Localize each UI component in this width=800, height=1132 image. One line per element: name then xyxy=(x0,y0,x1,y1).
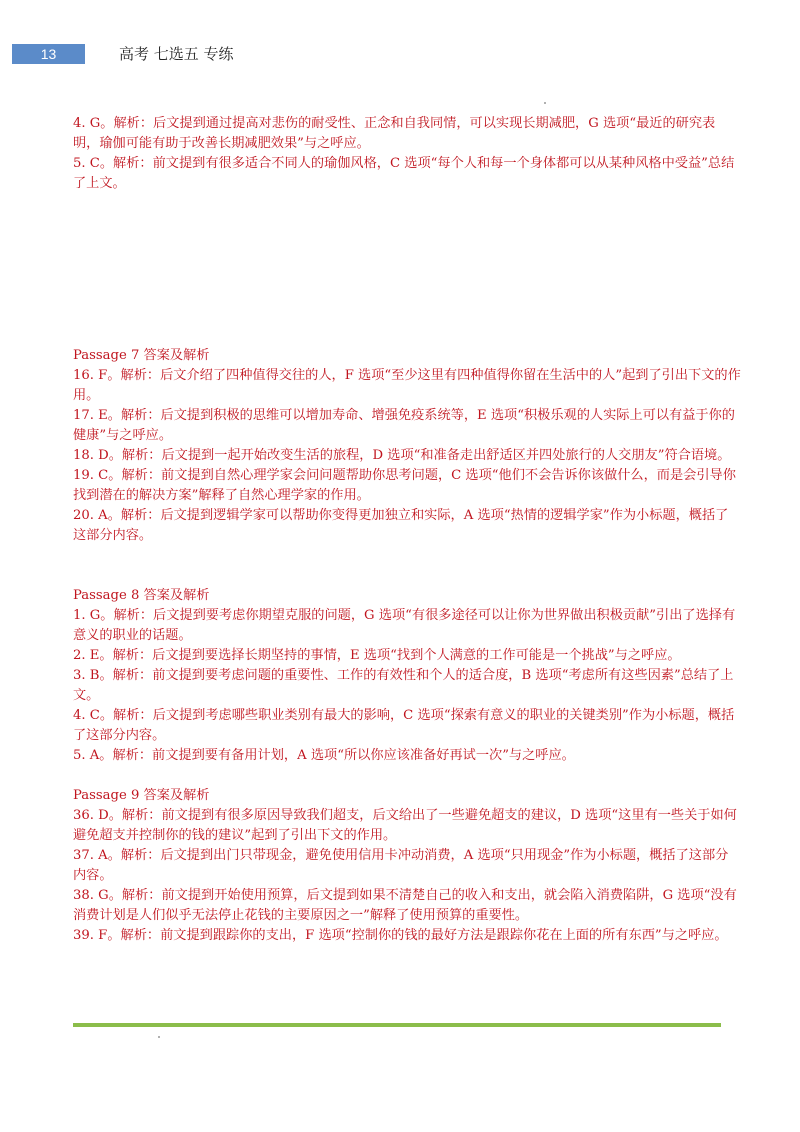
passage-8-section xyxy=(73,586,741,766)
answer-item: 5. A。解析：前文提到要有备用计划，A 选项“所以你应该准备好再试一次”与之呼应。 xyxy=(73,748,575,763)
passage-7-section xyxy=(73,346,741,546)
decorative-dot xyxy=(158,1036,160,1038)
answer-item: 4. G。解析：后文提到通过提高对悲伤的耐受性、正念和自我同情，可以实现长期减肥，G 选项“最近的研究表明，瑜伽可能有助于改善长期减肥效果”与之呼应。 xyxy=(73,116,716,151)
answer-item: 39. F。解析：前文提到跟踪你的支出，F 选项“控制你的钱的最好方法是跟踪你花在上面的所有东西”与之呼应。 xyxy=(73,928,728,943)
answer-item: 20. A。解析：后文提到逻辑学家可以帮助你变得更加独立和实际，A 选项“热情的逻辑学家”作为小标题，概括了这部分内容。 xyxy=(73,508,729,543)
answer-item: 16. F。解析：后文介绍了四种值得交往的人，F 选项“至少这里有四种值得你留在生活中的人”起到了引出下文的作用。 xyxy=(73,368,741,403)
answer-item: 37. A。解析：后文提到出门只带现金，避免使用信用卡冲动消费，A 选项“只用现金”作为小标题，概括了这部分内容。 xyxy=(73,848,729,883)
intro-answers xyxy=(73,114,741,194)
passage-9-section xyxy=(73,786,741,946)
answer-item: 2. E。解析：后文提到要选择长期坚持的事情，E 选项“找到个人满意的工作可能是一个挑战”与之呼应。 xyxy=(73,648,681,663)
answer-item: 38. G。解析：前文提到开始使用预算，后文提到如果不清楚自己的收入和支出，就会陷入消费陷阱，G 选项“没有消费计划是人们似乎无法停止花钱的主要原因之一”解释了使用预算的重要性。 xyxy=(73,888,737,923)
answer-item: 1. G。解析：后文提到要考虑你期望克服的问题，G 选项“有很多途径可以让你为世界做出积极贡献”引出了选择有意义的职业的话题。 xyxy=(73,608,736,643)
page-title: 高考 七选五 专练 xyxy=(119,45,234,63)
page-number: 13 xyxy=(40,46,57,62)
answer-item: 3. B。解析：前文提到要考虑问题的重要性、工作的有效性和个人的适合度，B 选项“考虑所有这些因素”总结了上文。 xyxy=(73,668,734,703)
answer-item: 18. D。解析：后文提到一起开始改变生活的旅程，D 选项“和准备走出舒适区并四处旅行的人交朋友”符合语境。 xyxy=(73,448,731,463)
answer-item: 5. C。解析：前文提到有很多适合不同人的瑜伽风格，C 选项“每个人和每一个身体都可以从某种风格中受益”总结了上文。 xyxy=(73,156,735,191)
answer-item: 36. D。解析：前文提到有很多原因导致我们超支，后文给出了一些避免超支的建议，D 选项“这里有一些关于如何避免超支并控制你的钱的建议”起到了引出下文的作用。 xyxy=(73,808,737,843)
section-title: Passage 9 答案及解析 xyxy=(73,788,210,803)
page-number-badge xyxy=(12,44,85,64)
section-title: Passage 8 答案及解析 xyxy=(73,588,210,603)
answer-item: 19. C。解析：前文提到自然心理学家会问问题帮助你思考问题，C 选项“他们不会告诉你该做什么，而是会引导你找到潜在的解决方案”解释了自然心理学家的作用。 xyxy=(73,468,736,503)
answer-item: 4. C。解析：后文提到考虑哪些职业类别有最大的影响，C 选项“探索有意义的职业的关键类别”作为小标题，概括了这部分内容。 xyxy=(73,708,735,743)
answer-item: 17. E。解析：后文提到积极的思维可以增加寿命、增强免疫系统等，E 选项“积极乐观的人实际上可以有益于你的健康”与之呼应。 xyxy=(73,408,735,443)
footer-divider xyxy=(73,1023,721,1027)
decorative-dot xyxy=(544,102,546,104)
section-title: Passage 7 答案及解析 xyxy=(73,348,210,363)
